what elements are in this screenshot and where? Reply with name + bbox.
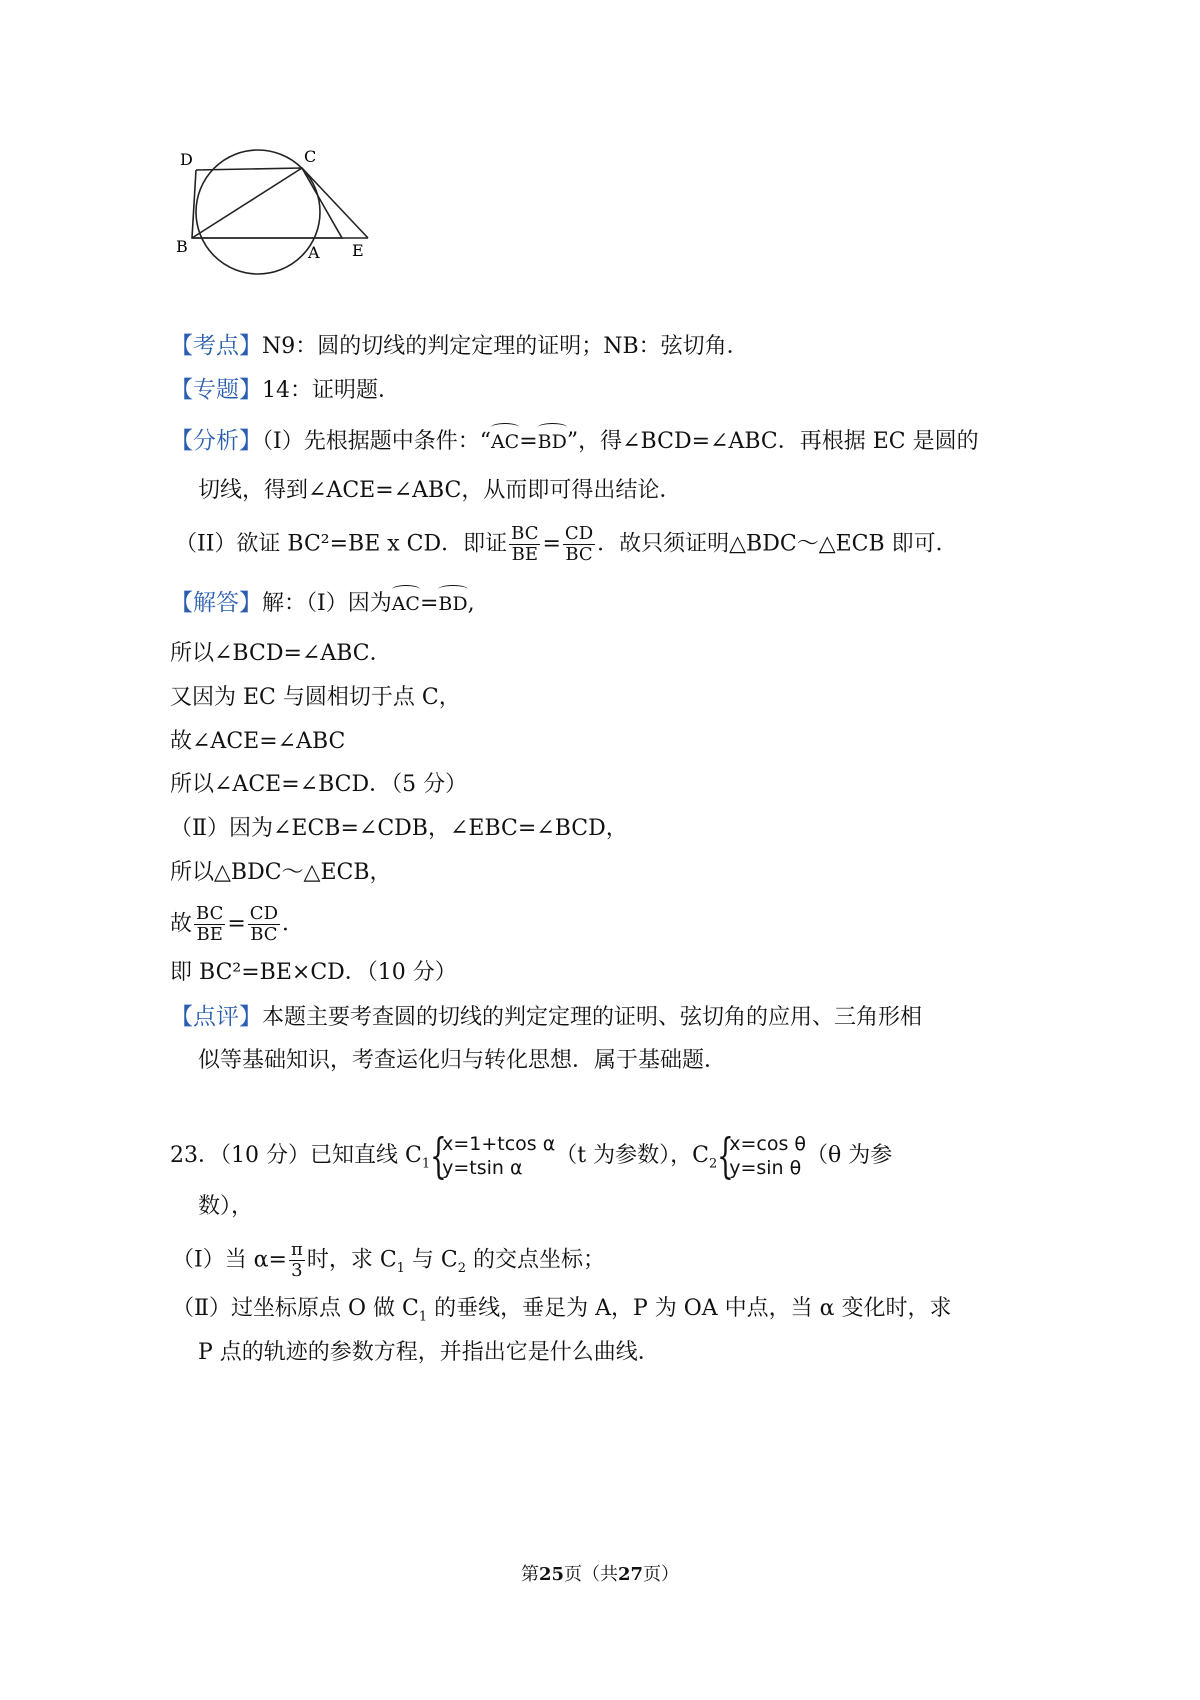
footer-post: 页） [643,1564,680,1585]
label-a: A [308,243,320,262]
jieda-tag: 【解答】 [170,590,262,616]
fenxi-text-1b: ”，得∠BCD=∠ABC．再根据 EC 是圆的 [566,429,979,454]
fenxi-frac-eq: = [542,531,561,557]
tangent-ce [302,168,368,238]
arc-bd: BD [538,427,567,457]
q23-c1-sub: 1 [421,1156,431,1172]
fenxi-text-3b: ．故只须证明△BDC～△ECB 即可． [597,531,958,557]
c1-equation-system: { x=1+tcos α y=tsin α [430,1128,556,1184]
arc-ac-2: AC [392,589,420,619]
zhuanti-tag: 【专题】 [170,377,262,403]
fraction-pi-3: $\frac{\pi}{3}$ [290,1239,303,1281]
jieda-line-6: （Ⅱ）因为∠ECB=∠CDB，∠EBC=∠BCD， [170,816,628,841]
fraction-bc-be: $\frac{BC}{BE}$ [511,523,539,565]
q23-p1-sub1: 1 [396,1260,405,1276]
footer-mid: 页（共 [564,1564,618,1585]
q23-p2-a: （Ⅱ）过坐标原点 O 做 C [172,1296,419,1321]
label-d: D [180,150,193,169]
dianping-line-2: 似等基础知识，考查运化归与转化思想．属于基础题． [198,1048,727,1073]
dianping-tag: 【点评】 [170,1004,262,1030]
jieda-line-9: 即 BC²=BE×CD．（10 分） [170,960,457,985]
c2-equation-system: { x=cos θ y=sin θ [717,1128,807,1184]
jieda-text-1a: 解：（Ⅰ）因为 [262,591,392,616]
q23-text-a: （10 分）已知直线 C [220,1143,422,1168]
fenxi-line-3 [175,524,958,565]
zhuanti-text: 14：证明题． [262,378,400,403]
fenxi-text-3a: （II）欲证 BC²=BE x CD．即证 [175,531,508,557]
q23-p2-sub1: 1 [418,1309,428,1325]
jieda-text-8a: 故 [170,911,193,937]
geometry-figure [170,140,380,275]
jieda-line-2: 所以∠BCD=∠ABC． [170,641,392,666]
jieda-line-4: 故∠ACE=∠ABC [170,729,346,754]
q23-text-c: （θ 为参 [806,1143,893,1168]
footer-total-pages: 27 [618,1564,644,1585]
jieda-line-1 [170,588,475,619]
label-b: B [176,237,188,256]
q23-part1 [172,1240,605,1284]
q23-number: 23． [170,1143,220,1168]
kaodian-text: N9：圆的切线的判定定理的证明；NB：弦切角． [262,334,749,359]
jieda-line-3: 又因为 EC 与圆相切于点 C， [170,685,461,710]
fenxi-eq: = [519,429,538,454]
label-c: C [304,147,317,166]
arc-ac: AC [491,427,519,457]
q23-line-2: 数）， [198,1194,254,1219]
q23-part2-line-2: P 点的轨迹的参数方程，并指出它是什么曲线． [198,1340,660,1365]
fenxi-text-1a: （I）先根据题中条件：“ [262,429,491,454]
jieda-line-5: 所以∠ACE=∠BCD．（5 分） [170,772,468,797]
footer-pre: 第 [520,1564,539,1585]
zhuanti-line [170,375,400,406]
jieda-line-8 [170,904,304,945]
q23-p1-a: （Ⅰ）当 α= [172,1247,287,1273]
jieda-text-8b: ． [282,911,305,937]
dianping-text-1: 本题主要考查圆的切线的判定定理的证明、弦切角的应用、三角形相 [262,1005,923,1030]
jieda-eq: = [419,591,439,616]
diagonal-bc [192,168,302,238]
q23-part2-line-1 [172,1294,952,1332]
fraction-cd-bc: $\frac{CD}{BC}$ [564,523,594,565]
q23-p1-c: 与 C [404,1247,458,1273]
q23-c2-sub: 2 [708,1156,718,1172]
dianping-line-1 [170,1002,922,1033]
page-footer [0,1560,1200,1586]
q23-line-1 [170,1128,893,1184]
fraction-cd-bc-2: $\frac{CD}{BC}$ [249,903,279,945]
jieda-frac-eq: = [227,911,246,937]
arc-bd-2: BD [438,589,467,619]
label-e: E [352,241,364,260]
q23-p1-b: 时，求 C [306,1247,397,1273]
fraction-bc-be-2: $\frac{BC}{BE}$ [196,903,224,945]
q23-p2-b: 的垂线，垂足为 A，P 为 OA 中点，当 α 变化时，求 [427,1296,952,1321]
fenxi-tag: 【分析】 [170,428,262,454]
footer-page-number: 25 [538,1564,564,1585]
fenxi-line-1 [170,426,979,457]
jieda-line-7: 所以△BDC～△ECB， [170,860,392,885]
q23-p1-sub2: 2 [457,1260,467,1276]
kaodian-tag: 【考点】 [170,333,262,359]
q23-p1-d: 的交点坐标； [466,1247,606,1273]
q23-text-b: （t 为参数），C [555,1143,709,1168]
kaodian-line [170,331,749,362]
fenxi-line-2: 切线，得到∠ACE=∠ABC，从而即可得出结论． [198,478,682,503]
jieda-text-1b: , [467,591,475,616]
